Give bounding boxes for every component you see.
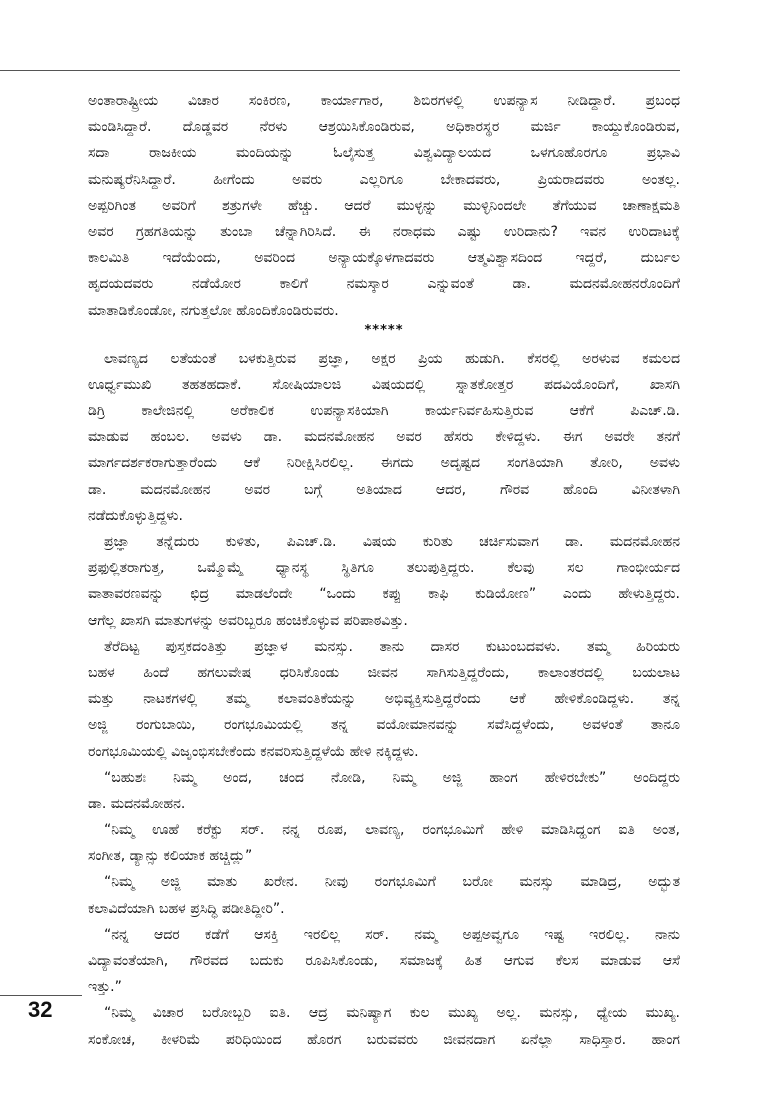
text-line: ಮಾಡುವ ಹಂಬಲ. ಅವಳು ಡಾ. ಮದನಮೋಹನ ಅವರ ಹೆಸರು ಕೇಳಿದ್ದಳು. ಈಗ ಅವರೇ ತನಗೆ <box>88 429 680 446</box>
text-line: ರಂಗಭೂಮಿಯಲ್ಲಿ ವಿಜೃಂಭಿಸಬೇಕೆಂದು ಕನವರಿಸುತ್ತಿದ್ದಳೆಯೆ ಹೇಳಿ ನಕ್ಕಿದ್ದಳು. <box>88 743 419 760</box>
text-line: ತೆರೆದಿಟ್ಟ ಪುಸ್ತಕದಂತಿತ್ತು ಪ್ರಜ್ಞಾಳ ಮನಸ್ಸು. ತಾನು ದಾಸರ ಕುಟುಂಬದವಳು. ತಮ್ಮ ಹಿರಿಯರು <box>104 638 680 655</box>
text-line: ಪ್ರಫುಲ್ಲಿತರಾಗುತ್ತ, ಒಮ್ಮೊಮ್ಮೆ ಧ್ಯಾನಸ್ಥ ಸ್ಥಿತಿಗೂ ತಲುಪುತ್ತಿದ್ದರು. ಕೆಲವು ಸಲ ಗಾಂಭೀರ್ಯದ <box>88 560 680 577</box>
text-line: ಊರ್ಧ್ವಮುಖಿ ತಹತಹದಾಕೆ. ಸೋಷಿಯಾಲಜಿ ವಿಷಯದಲ್ಲಿ ಸ್ನಾತಕೋತ್ತರ ಪದವಿಯೊಂದಿಗೆ, ಖಾಸಗಿ <box>88 376 680 393</box>
text-line: ಡಾ. ಮದನಮೋಹನ ಅವರ ಬಗ್ಗೆ ಅತಿಯಾದ ಆದರ, ಗೌರವ ಹೊಂದಿ ವಿನೀತಳಾಗಿ <box>88 481 680 498</box>
text-line: ಬಹಳ ಹಿಂದೆ ಹಗಲುವೇಷ ಧರಿಸಿಕೊಂಡು ಜೀವನ ಸಾಗಿಸುತ್ತಿದ್ದರೆಂದು, ಕಾಲಾಂತರದಲ್ಲಿ ಬಯಲಾಟ <box>88 664 680 681</box>
text-line: ಸದಾ ರಾಜಕೀಯ ಮಂದಿಯನ್ನು ಓಲೈಸುತ್ತ ವಿಶ್ವವಿದ್ಯಾಲಯದ ಒಳಗೂಹೊರಗೂ ಪ್ರಭಾವಿ <box>88 145 680 162</box>
text-line: ಮತ್ತು ನಾಟಕಗಳಲ್ಲಿ ತಮ್ಮ ಕಲಾವಂತಿಕೆಯನ್ನು ಅಭಿವ್ಯಕ್ತಿಸುತ್ತಿದ್ದರೆಂದು ಆಕೆ ಹೇಳಿಕೊಂಡಿದ್ದಳು. ತನ್ನ <box>88 691 680 708</box>
separator-gap <box>88 338 680 346</box>
text-line: ಕಲಾವಿದೆಯಾಗಿ ಬಹಳ ಪ್ರಸಿದ್ಧಿ ಪಡೀತಿದ್ದೀರಿ”. <box>88 900 285 917</box>
section-separator: ***** <box>364 322 404 338</box>
text-line: ಸಂಕೋಚ, ಕೀಳರಿಮೆ ಪರಿಧಿಯಿಂದ ಹೊರಗ ಬರುವವರು ಜೀವನದಾಗ ಏನೆಲ್ಲಾ ಸಾಧಿಸ್ತಾರ. ಹಾಂಗ <box>88 1031 680 1048</box>
text-line: ಡಾ. ಮದನಮೋಹನ. <box>88 795 186 812</box>
text-line: ಅವರ ಗ್ರಹಗತಿಯನ್ನು ತುಂಬಾ ಚೆನ್ನಾಗಿರಿಸಿದೆ. ಈ ನರಾಧಮ ಎಷ್ಟು ಉರಿದಾನು? ಇವನ ಉರಿದಾಟಕ್ಕೆ <box>88 223 680 240</box>
text-line: ಆಗೆಲ್ಲ ಖಾಸಗಿ ಮಾತುಗಳನ್ನು ಅವರಿಬ್ಬರೂ ಹಂಚಿಕೊಳ್ಳುವ ಪರಿಪಾಠವಿತ್ತು. <box>88 612 408 629</box>
header-rule <box>0 70 680 71</box>
text-line: “ಬಹುಶಃ ನಿಮ್ಮ ಅಂದ, ಚಂದ ನೋಡಿ, ನಿಮ್ಮ ಅಜ್ಜಿ ಹಾಂಗ ಹೇಳಿರಬೇಕು” ಅಂದಿದ್ದರು <box>104 769 680 786</box>
text-line: ಮಂಡಿಸಿದ್ದಾರೆ. ದೊಡ್ಡವರ ನೆರಳು ಆಶ್ರಯಿಸಿಕೊಂಡಿರುವ, ಅಧಿಕಾರಸ್ಥರ ಮರ್ಜಿ ಕಾಯ್ದುಕೊಂಡಿರುವ, <box>88 119 680 136</box>
text-line: “ನಿಮ್ಮ ವಿಚಾರ ಬರೋಬ್ಬರಿ ಐತಿ. ಆದ್ರ ಮನಿಷ್ಯಾಗ ಕುಲ ಮುಖ್ಯ ಅಲ್ಲ. ಮನಸ್ಸು, ಧ್ಯೇಯ ಮುಖ್ಯ. <box>104 1005 680 1022</box>
text-line: ಕಾಲಮಿತಿ ಇದೆಯೆಂದು, ಅವರಿಂದ ಅನ್ಯಾಯಕ್ಕೊಳಗಾದವರು ಆತ್ಮವಿಶ್ವಾಸದಿಂದ ಇದ್ದರೆ, ದುರ್ಬಲ <box>88 250 680 267</box>
page-number: 32 <box>28 997 53 1022</box>
text-line: ಮಾರ್ಗದರ್ಶಕರಾಗುತ್ತಾರೆಂದು ಆಕೆ ನಿರೀಕ್ಷಿಸಿರಲಿಲ್ಲ. ಈಗದು ಅದೃಷ್ಟದ ಸಂಗತಿಯಾಗಿ ತೋರಿ, ಅವಳು <box>88 455 680 472</box>
text-line: ಇತ್ತು.” <box>88 979 122 996</box>
text-line: ಅಜ್ಜಿ ರಂಗುಬಾಯಿ, ರಂಗಭೂಮಿಯಲ್ಲಿ ತನ್ನ ವಯೋಮಾನವನ್ನು ಸವೆಸಿದ್ದಳೆಂದು, ಅವಳಂತೆ ತಾನೂ <box>88 717 680 734</box>
text-line: “ನನ್ನ ಆದರ ಕಡೆಗೆ ಆಸಕ್ತಿ ಇರಲಿಲ್ಲ ಸರ್. ನಮ್ಮ ಅಪ್ಪಅವ್ವಗೂ ಇಷ್ಟ ಇರಲಿಲ್ಲ. ನಾನು <box>104 926 680 943</box>
text-line: ನಡೆದುಕೊಳ್ಳುತ್ತಿದ್ದಳು. <box>88 507 183 524</box>
text-line: ಅಂತಾರಾಷ್ಟ್ರೀಯ ವಿಚಾರ ಸಂಕಿರಣ, ಕಾರ್ಯಾಗಾರ, ಶಿಬಿರಗಳಲ್ಲಿ ಉಪನ್ಯಾಸ ನೀಡಿದ್ದಾರೆ. ಪ್ರಬಂಧ <box>88 93 680 109</box>
text-line: ವಿದ್ಯಾವಂತೆಯಾಗಿ, ಗೌರವದ ಬದುಕು ರೂಪಿಸಿಕೊಂಡು, ಸಮಾಜಕ್ಕೆ ಹಿತ ಆಗುವ ಕೆಲಸ ಮಾಡುವ ಆಸೆ <box>88 953 680 969</box>
text-line: ಸಂಗೀತ, ಡ್ಯಾನ್ಸು ಕಲಿಯಾಕ ಹಚ್ಚಿದ್ಲು” <box>88 848 253 865</box>
text-line: ಮನುಷ್ಯರೆನಿಸಿದ್ದಾರೆ. ಹೀಗೆಂದು ಅವರು ಎಲ್ಲರಿಗೂ ಬೇಕಾದವರು, ಪ್ರಿಯರಾದವರು ಅಂತಲ್ಲ. <box>88 171 680 188</box>
text-line: ಡಿಗ್ರಿ ಕಾಲೇಜಿನಲ್ಲಿ ಅರೆಕಾಲಿಕ ಉಪನ್ಯಾಸಕಿಯಾಗಿ ಕಾರ್ಯನಿರ್ವಹಿಸುತ್ತಿರುವ ಆಕೆಗೆ ಪಿಎಚ್.ಡಿ. <box>88 403 680 420</box>
text-line: ಪ್ರಜ್ಞಾ ತನ್ನೆದುರು ಕುಳಿತು, ಪಿಎಚ್.ಡಿ. ವಿಷಯ ಕುರಿತು ಚರ್ಚಿಸುವಾಗ ಡಾ. ಮದನಮೋಹನ <box>104 534 680 550</box>
text-line: ವಾತಾವರಣವನ್ನು ಛಿದ್ರ ಮಾಡಲೆಂದೇ “ಒಂದು ಕಪ್ಪು ಕಾಫಿ ಕುಡಿಯೋಣ” ಎಂದು ಹೇಳುತ್ತಿದ್ದರು. <box>88 586 680 603</box>
text-line: ಮಾತಾಡಿಕೊಂಡೋ, ನಗುತ್ತಲೋ ಹೊಂದಿಕೊಂಡಿರುವರು. <box>88 302 339 319</box>
body-text <box>88 88 680 1053</box>
text-line: “ನಿಮ್ಮ ಅಜ್ಜಿ ಮಾತು ಖರೇನ. ನೀವು ರಂಗಭೂಮಿಗೆ ಬರೋ ಮನಸ್ಸು ಮಾಡಿದ್ರ, ಅದ್ಭುತ <box>104 874 680 891</box>
text-line: ಅಪ್ಪರಿಗಿಂತ ಅವರಿಗೆ ಶತ್ರುಗಳೇ ಹೆಚ್ಚು. ಆದರೆ ಮುಳ್ಳನ್ನು ಮುಳ್ಳಿನಿಂದಲೇ ತೆಗೆಯುವ ಚಾಣಾಕ್ಷಮತಿ <box>88 197 680 214</box>
text-line: ಹೃದಯದವರು ನಡೆಯೋರ ಕಾಲಿಗೆ ನಮಸ್ಕಾರ ಎನ್ನುವಂತೆ ಡಾ. ಮದನಮೋಹನರೊಂದಿಗೆ <box>88 276 680 293</box>
text-line: “ನಿಮ್ಮ ಊಹೆ ಕರೆಕ್ಟು ಸರ್. ನನ್ನ ರೂಪ, ಲಾವಣ್ಯ, ರಂಗಭೂಮಿಗೆ ಹೇಳಿ ಮಾಡಿಸಿದ್ಹಂಗ ಐತಿ ಅಂತ, <box>104 822 680 839</box>
text-line: ಲಾವಣ್ಯದ ಲತೆಯಂತೆ ಬಳಕುತ್ತಿರುವ ಪ್ರಜ್ಞಾ, ಅಕ್ಷರ ಪ್ರಿಯ ಹುಡುಗಿ. ಕೆಸರಲ್ಲಿ ಅರಳುವ ಕಮಲದ <box>104 350 680 367</box>
